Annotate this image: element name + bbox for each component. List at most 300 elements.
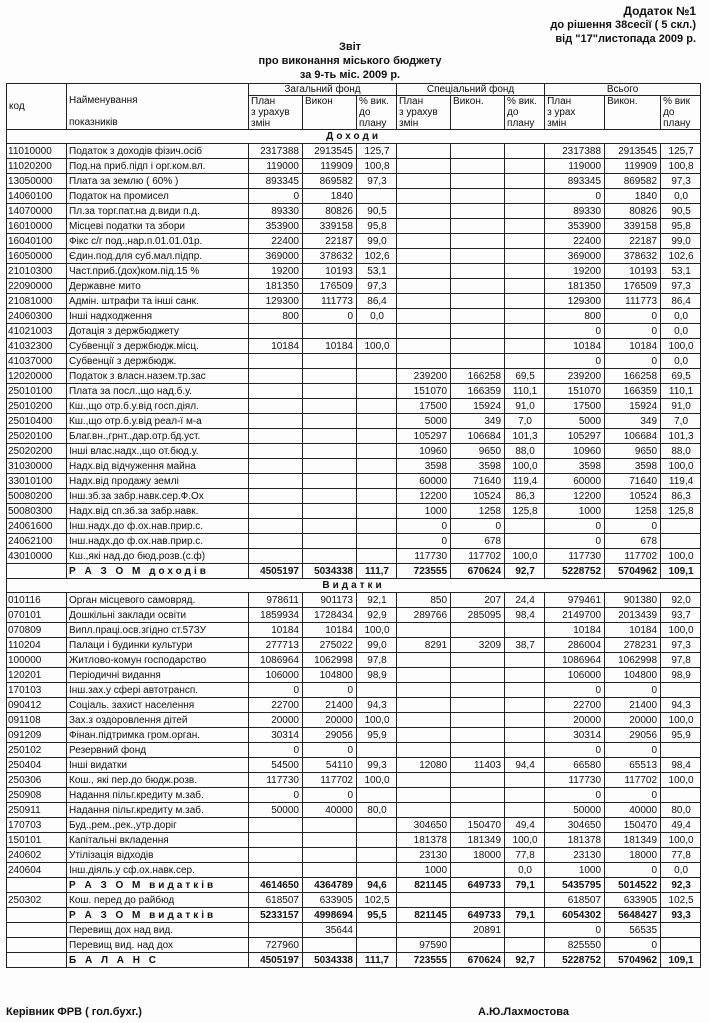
cell-value: 117730 [545,773,605,788]
cell-value: 0 [605,354,661,369]
table-row [7,204,701,219]
cell-value: 304650 [397,818,451,833]
cell-name: Дошкільні заклади освіти [67,608,249,623]
cell-name: Інш.діяль.у сф.ох.навк.сер. [67,863,249,878]
header-exec-total: Викон. [605,96,661,130]
cell-value: 181378 [545,833,605,848]
cell-value [249,414,303,429]
cell-value: 979461 [545,593,605,608]
cell-value [249,399,303,414]
cell-code: 091108 [7,713,67,728]
cell-value: 239200 [545,369,605,384]
cell-value: 90,5 [357,204,397,219]
cell-value: 90,5 [661,204,701,219]
cell-value: 54110 [303,758,357,773]
cell-value: 0 [249,788,303,803]
cell-value: 29056 [303,728,357,743]
cell-value: 22700 [545,698,605,713]
cell-value: 94,6 [357,878,397,893]
cell-value: 92,9 [357,608,397,623]
cell-value: 40000 [605,803,661,818]
cell-value [451,863,505,878]
cell-value [505,294,545,309]
cell-value [397,354,451,369]
cell-value: 0 [303,788,357,803]
table-row [7,429,701,444]
header-pct: % вик. до плану [505,96,545,130]
cell-value: 150470 [605,818,661,833]
cell-value [451,234,505,249]
cell-value: 0 [249,189,303,204]
cell-value: 23130 [397,848,451,863]
cell-name: Перевищ дох над вид. [67,923,249,938]
header-plan: План з урахув змін [249,96,303,130]
cell-value [505,623,545,638]
cell-value [397,743,451,758]
cell-value [303,444,357,459]
cell-value [357,399,397,414]
cell-value [397,219,451,234]
cell-value: 286004 [545,638,605,653]
cell-value [249,848,303,863]
cell-value [397,893,451,908]
cell-value [451,803,505,818]
cell-value: 0 [605,863,661,878]
cell-value: 0 [545,534,605,549]
cell-value [451,354,505,369]
cell-value: 92,0 [661,593,701,608]
cell-value [303,474,357,489]
cell-value [249,384,303,399]
signature-left: Керівник ФРВ ( гол.бухг.) [6,1006,142,1018]
cell-value: 92,1 [357,593,397,608]
cell-name: Надання пільг.кредиту м.заб. [67,803,249,818]
cell-value [397,234,451,249]
cell-value: 95,9 [357,728,397,743]
cell-code: 150101 [7,833,67,848]
cell-name: Р А З О М видатків [67,878,249,893]
table-row [7,743,701,758]
cell-value [661,743,701,758]
cell-value: 1859934 [249,608,303,623]
deficit-row [7,938,701,953]
cell-value [505,219,545,234]
cell-value: 10184 [545,339,605,354]
cell-code: 091209 [7,728,67,743]
cell-value: 893345 [545,174,605,189]
cell-value [357,788,397,803]
cell-code: 250306 [7,773,67,788]
cell-value: 100,0 [357,773,397,788]
cell-value [357,818,397,833]
cell-value [303,399,357,414]
cell-value: 100,0 [661,833,701,848]
cell-value: 106684 [451,429,505,444]
table-row [7,354,701,369]
cell-value: 40000 [303,803,357,818]
cell-value: 99,0 [357,638,397,653]
cell-value [397,923,451,938]
cell-value: 800 [545,309,605,324]
cell-value [451,144,505,159]
cell-value: 633905 [303,893,357,908]
cell-value [303,354,357,369]
cell-value: 102,5 [357,893,397,908]
cell-name: Плата за посл.,що над.б.у. [67,384,249,399]
cell-name: Податок з доходів фізич.осіб [67,144,249,159]
cell-value [397,159,451,174]
cell-code [7,878,67,893]
cell-value: 618507 [545,893,605,908]
cell-value: 66580 [545,758,605,773]
cell-value: 727960 [249,938,303,953]
cell-value: 97,3 [661,638,701,653]
table-row [7,339,701,354]
cell-value: 181378 [397,833,451,848]
cell-value: 54500 [249,758,303,773]
cell-value [505,698,545,713]
cell-value: 5233157 [249,908,303,923]
cell-value: 95,5 [357,908,397,923]
cell-value [451,249,505,264]
cell-value [357,743,397,758]
cell-code: 090412 [7,698,67,713]
cell-value: 1086964 [545,653,605,668]
cell-value: 5704962 [605,564,661,579]
cell-value: 10184 [605,339,661,354]
cell-value: 0 [545,788,605,803]
cell-value: 2913545 [303,144,357,159]
cell-value: 20000 [249,713,303,728]
cell-value: 65513 [605,758,661,773]
cell-value: 1258 [451,504,505,519]
cell-value: 102,6 [357,249,397,264]
cell-value: 1000 [545,504,605,519]
cell-value: 49,4 [505,818,545,833]
cell-value: 125,8 [505,504,545,519]
cell-value [451,938,505,953]
cell-value [397,623,451,638]
cell-value [357,474,397,489]
cell-value: 11403 [451,758,505,773]
cell-value: 109,1 [661,564,701,579]
header-exec: Викон. [451,96,505,130]
cell-value: 97,3 [357,279,397,294]
cell-value: 97,3 [661,279,701,294]
cell-value: 21400 [605,698,661,713]
cell-value: 2317388 [249,144,303,159]
cell-value [451,623,505,638]
table-row [7,279,701,294]
cell-value: 0 [545,923,605,938]
cell-value: 166359 [605,384,661,399]
table-row [7,728,701,743]
cell-value: 69,5 [505,369,545,384]
cell-value: 104800 [303,668,357,683]
annex-date: від "17"листопада 2009 р. [555,33,696,45]
cell-value: 277713 [249,638,303,653]
cell-code: 16010000 [7,219,67,234]
cell-value: 129300 [249,294,303,309]
table-row [7,683,701,698]
cell-code: 25010400 [7,414,67,429]
cell-name: Орган місцевого самовряд. [67,593,249,608]
table-row [7,519,701,534]
cell-value: 5228752 [545,564,605,579]
cell-value: 5648427 [605,908,661,923]
cell-value: 22400 [545,234,605,249]
table-row [7,653,701,668]
section-row [7,130,701,144]
cell-value: 98,4 [661,758,701,773]
cell-value [661,938,701,953]
cell-name: Резервний фонд [67,743,249,758]
cell-value: 893345 [249,174,303,189]
cell-value: 10184 [605,623,661,638]
cell-value [357,384,397,399]
cell-value [303,863,357,878]
cell-value [505,249,545,264]
cell-value [451,773,505,788]
cell-value: 723555 [397,564,451,579]
cell-value [249,369,303,384]
cell-value [451,189,505,204]
section-row [7,579,701,593]
table-row [7,414,701,429]
cell-value [451,219,505,234]
cell-value [451,324,505,339]
cell-name: Перевищ вид. над дох [67,938,249,953]
cell-value: 0 [303,683,357,698]
cell-value [357,863,397,878]
cell-value: 117702 [451,549,505,564]
cell-value: 4505197 [249,953,303,968]
cell-value: 125,7 [357,144,397,159]
table-row [7,788,701,803]
cell-value: 20891 [451,923,505,938]
cell-value: 30314 [545,728,605,743]
cell-value [357,534,397,549]
cell-value [451,698,505,713]
cell-value: 10960 [545,444,605,459]
cell-name: Кш.,які над.до бюд.розв.(с.ф) [67,549,249,564]
cell-value [505,773,545,788]
cell-code: 14060100 [7,189,67,204]
cell-name: Місцеві податки та збори [67,219,249,234]
cell-name: Житлово-комун господарство [67,653,249,668]
cell-value: 10184 [303,339,357,354]
cell-value: 92,7 [505,564,545,579]
cell-value: 100,0 [661,713,701,728]
cell-value [505,279,545,294]
cell-code: 24060300 [7,309,67,324]
table-row [7,833,701,848]
cell-code: 250908 [7,788,67,803]
cell-value: 20000 [605,713,661,728]
cell-value: 12200 [545,489,605,504]
cell-value [303,489,357,504]
cell-name: Кош. перед до райбюд [67,893,249,908]
cell-value [303,429,357,444]
cell-value: 20000 [303,713,357,728]
cell-value: 0 [451,519,505,534]
cell-value [451,279,505,294]
cell-value: 71640 [451,474,505,489]
cell-value: 80,0 [661,803,701,818]
cell-value [505,339,545,354]
table-row [7,459,701,474]
cell-value [397,773,451,788]
cell-value: 129300 [545,294,605,309]
cell-value: 821145 [397,878,451,893]
cell-value: 4505197 [249,564,303,579]
cell-value: 0 [545,354,605,369]
cell-value: 88,0 [505,444,545,459]
cell-value: 86,3 [661,489,701,504]
cell-value: 93,3 [661,908,701,923]
cell-value: 5228752 [545,953,605,968]
cell-name: Періодичні видання [67,668,249,683]
cell-value: 353900 [545,219,605,234]
expense-total-row-2 [7,908,701,923]
cell-value: 10524 [605,489,661,504]
cell-value: 93,7 [661,608,701,623]
cell-value [249,474,303,489]
cell-value: 22400 [249,234,303,249]
cell-value: 800 [249,309,303,324]
cell-value [357,324,397,339]
cell-value [249,549,303,564]
cell-value: 119,4 [505,474,545,489]
cell-value [397,788,451,803]
cell-value: 278231 [605,638,661,653]
cell-value [505,938,545,953]
cell-value: 0 [303,743,357,758]
cell-value: 5000 [397,414,451,429]
cell-value: 0 [249,683,303,698]
cell-value: 1728434 [303,608,357,623]
cell-name: Соціаль. захист населення [67,698,249,713]
cell-value: 9650 [451,444,505,459]
cell-value [451,339,505,354]
cell-value: 15924 [605,399,661,414]
cell-value: 35644 [303,923,357,938]
cell-value [249,504,303,519]
cell-value: 100,0 [661,459,701,474]
cell-value: 15924 [451,399,505,414]
cell-value [451,713,505,728]
cell-value [451,204,505,219]
cell-value: 117730 [545,549,605,564]
cell-value: 181350 [249,279,303,294]
cell-value: 117702 [605,773,661,788]
cell-value [303,549,357,564]
cell-value: 100,0 [661,549,701,564]
cell-code: 24062100 [7,534,67,549]
cell-value [357,519,397,534]
cell-value: 100,0 [505,459,545,474]
cell-value [451,174,505,189]
cell-code: 010116 [7,593,67,608]
cell-value [505,204,545,219]
cell-value: 0 [605,309,661,324]
cell-name: Утілізація відходів [67,848,249,863]
cell-name: Дотація з держбюджету [67,324,249,339]
cell-value: 111,7 [357,953,397,968]
cell-value: 0,0 [505,863,545,878]
cell-value: 1000 [545,863,605,878]
cell-value: 79,1 [505,908,545,923]
cell-value: 869582 [605,174,661,189]
cell-code: 41037000 [7,354,67,369]
cell-value [397,279,451,294]
table-row [7,489,701,504]
cell-value: 5704962 [605,953,661,968]
cell-value [249,519,303,534]
cell-value [451,683,505,698]
cell-value: 339158 [303,219,357,234]
cell-value [397,339,451,354]
cell-value [505,534,545,549]
table-row [7,324,701,339]
annex-block [496,4,696,46]
cell-name: Благ.вн.,грнт.,дар.отр.бд.уст. [67,429,249,444]
table-row [7,549,701,564]
cell-value: 176509 [303,279,357,294]
cell-value: 10184 [249,623,303,638]
title-line-3: за 9-ть міс. 2009 р. [299,69,401,81]
cell-name: Випл.праці.осв.згідно ст.57ЗУ [67,623,249,638]
cell-value: 9650 [605,444,661,459]
cell-value [357,429,397,444]
cell-value: 110,1 [661,384,701,399]
cell-code: 25020200 [7,444,67,459]
cell-name: Інші видатки [67,758,249,773]
cell-value [505,743,545,758]
cell-code: 13050000 [7,174,67,189]
cell-value: 100,8 [661,159,701,174]
cell-value: 98,4 [505,608,545,623]
cell-value: 119000 [249,159,303,174]
cell-value [303,938,357,953]
cell-value: 92,3 [661,878,701,893]
cell-code: 170103 [7,683,67,698]
cell-value: 38,7 [505,638,545,653]
cell-value [303,414,357,429]
cell-name: Податок на промисел [67,189,249,204]
cell-name: Субвенції з держбюдж. [67,354,249,369]
table-row [7,803,701,818]
cell-name: Фікс с/г под.,нар.п.01.01.01р. [67,234,249,249]
cell-code: 100000 [7,653,67,668]
cell-value: 378632 [605,249,661,264]
cell-value: 106000 [249,668,303,683]
table-row [7,234,701,249]
cell-value: 99,0 [661,234,701,249]
cell-name: Зах.з оздоровлення дітей [67,713,249,728]
cell-value: 304650 [545,818,605,833]
cell-value [303,504,357,519]
cell-value [249,818,303,833]
cell-value: 56535 [605,923,661,938]
cell-name: Інш.надх.до ф.ох.нав.прир.с. [67,534,249,549]
cell-value: 80,0 [357,803,397,818]
cell-value: 2149700 [545,608,605,623]
cell-value [249,444,303,459]
cell-value [505,713,545,728]
cell-code: 240602 [7,848,67,863]
cell-value: 95,8 [661,219,701,234]
